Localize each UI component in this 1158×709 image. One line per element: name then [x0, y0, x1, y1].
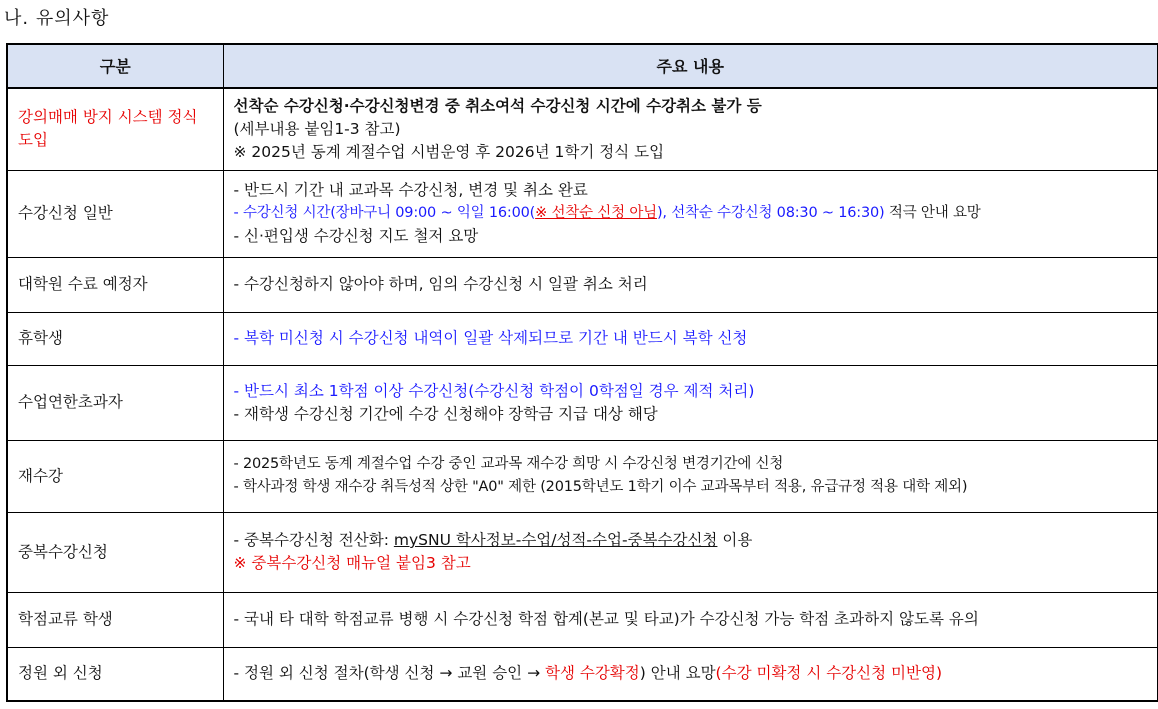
row-label: 학점교류 학생: [7, 592, 223, 647]
content-line: ※ 2025년 동계 계절수업 시범운영 후 2026년 1학기 정식 도입: [233, 142, 665, 161]
content-segment: 적극 안내 요망: [884, 205, 981, 221]
row-content: [223, 257, 1158, 312]
section-heading: 나. 유의사항: [4, 8, 110, 29]
content-line: - 2025학년도 동계 계절수업 수강 중인 교과목 재수강 희망 시 수강신청 변경기간에 신청: [233, 456, 784, 472]
menu-path: mySNU 학사정보-수업/성적-수업-중복수강신청: [393, 531, 718, 549]
content-line: [234, 662, 1148, 685]
content-line: - 국내 타 대학 학점교류 병행 시 수강신청 학점 합계(본교 및 타교)가 수강신청 가능 학점 초과하지 않도록 유의: [233, 610, 979, 628]
content-line: - 반드시 기간 내 교과목 수강신청, 변경 및 취소 완료: [233, 181, 588, 199]
row-label: 수강신청 일반: [7, 170, 223, 257]
table-row: [7, 592, 1158, 647]
table-row: [7, 647, 1158, 701]
row-content: [223, 512, 1158, 592]
content-segment: ) 안내 요망: [639, 664, 716, 683]
notice-table: [6, 43, 1158, 702]
content-line: (세부내용 붙임1-3 참고): [233, 119, 401, 138]
row-label: 휴학생: [7, 312, 223, 365]
content-line: - 학사과정 학생 재수강 취득성적 상한 "A0" 제한 (2015학년도 1학기 이수 교과목부터 적용, 유급규정 적용 대학 제외): [233, 479, 968, 495]
row-label: 정원 외 신청: [7, 647, 223, 701]
table-row: [7, 440, 1158, 512]
row-content: [223, 312, 1158, 365]
content-segment: 이용: [717, 531, 753, 549]
table-row: [7, 257, 1158, 312]
row-content: [223, 170, 1158, 257]
row-label: 재수강: [7, 440, 223, 512]
content-segment: ※ 선착순 신청 아님: [535, 205, 657, 221]
table-row: [7, 170, 1158, 257]
table-row: [7, 365, 1158, 440]
content-segment: ), 선착순 수강신청 08:30 ~ 16:30): [656, 205, 885, 221]
content-line: ※ 중복수강신청 매뉴얼 붙임3 참고: [233, 554, 471, 572]
row-label: 수업연한초과자: [7, 365, 223, 440]
row-label: 대학원 수료 예정자: [7, 257, 223, 312]
row-label: 강의매매 방지 시스템 정식 도입: [7, 88, 223, 170]
row-label: 중복수강신청: [7, 512, 223, 592]
row-content: [223, 592, 1158, 647]
row-content: [223, 365, 1158, 440]
content-segment: (수강 미확정 시 수강신청 미반영): [715, 664, 942, 683]
row-content: [223, 440, 1158, 512]
content-line: - 반드시 최소 1학점 이상 수강신청(수강신청 학점이 0학점일 경우 제적 처리): [233, 381, 755, 400]
content-line: - 복학 미신청 시 수강신청 내역이 일괄 삭제되므로 기간 내 반드시 복학 신청: [233, 329, 748, 347]
content-line: [234, 529, 1148, 552]
content-line: 선착순 수강신청·수강신청변경 중 취소여석 수강신청 시간에 수강취소 불가 등: [233, 96, 762, 115]
table-row: [7, 88, 1158, 170]
content-segment: - 중복수강신청 전산화:: [233, 531, 394, 549]
content-line: [234, 202, 1148, 225]
column-header-category: 구분: [7, 44, 223, 88]
content-line: - 재학생 수강신청 기간에 수강 신청해야 장학금 지급 대상 해당: [233, 404, 658, 423]
table-row: [7, 312, 1158, 365]
column-header-content: 주요 내용: [223, 44, 1158, 88]
table-row: [7, 512, 1158, 592]
row-content: [223, 647, 1158, 701]
content-segment: 학생 수강확정: [544, 664, 640, 683]
content-segment: - 수강신청 시간(장바구니 09:00 ~ 익일 16:00(: [233, 205, 536, 221]
content-segment: - 정원 외 신청 절차(학생 신청 → 교원 승인 →: [233, 664, 545, 683]
content-line: - 신·편입생 수강신청 지도 철저 요망: [233, 227, 479, 245]
row-content: [223, 88, 1158, 170]
table-header-row: [7, 44, 1158, 88]
content-line: - 수강신청하지 않아야 하며, 임의 수강신청 시 일괄 취소 처리: [233, 275, 648, 293]
